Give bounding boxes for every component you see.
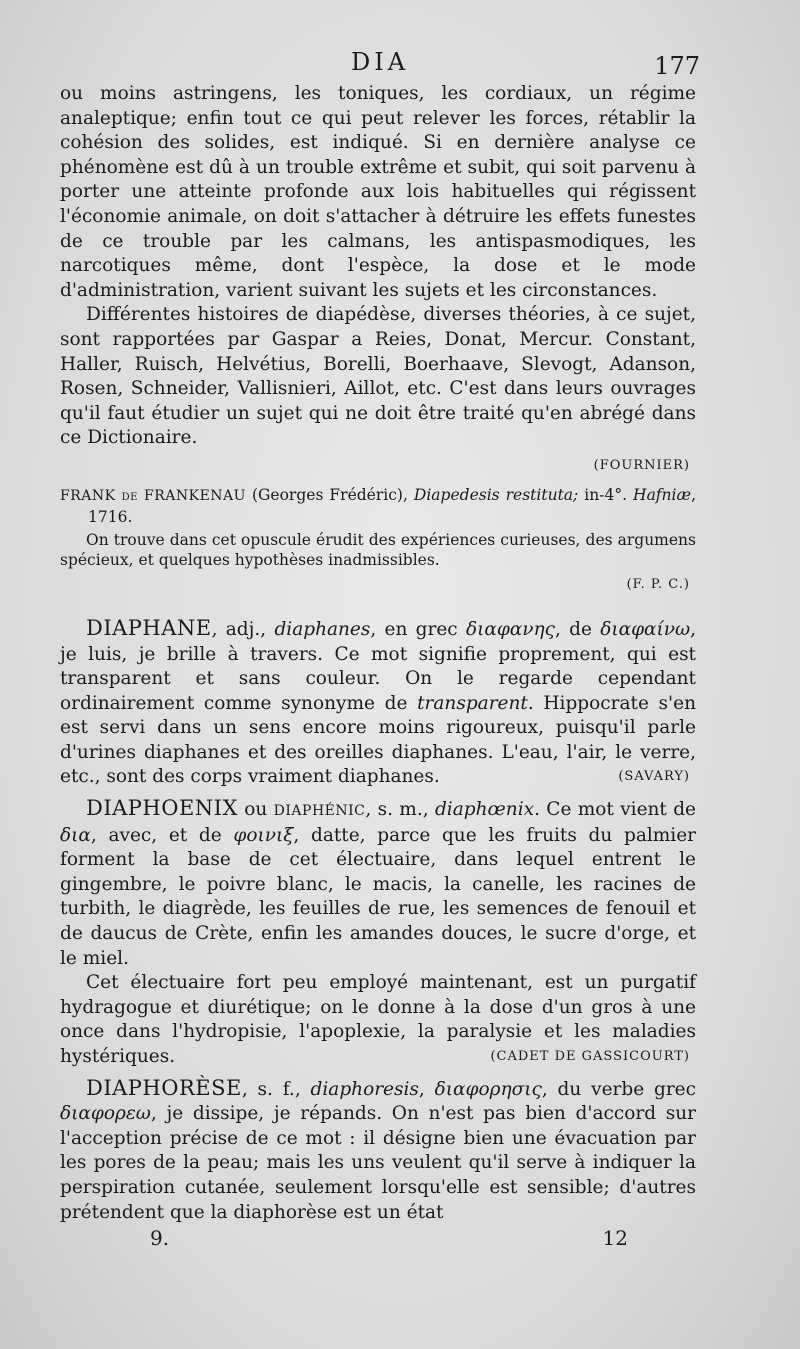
entry-text: , s. f., bbox=[241, 1078, 311, 1100]
page-body bbox=[60, 82, 696, 1225]
bibliography-format: in-4°. bbox=[578, 485, 634, 504]
entry-diaphorese bbox=[60, 1076, 696, 1226]
paragraph-continuation: ou moins astringens, les toniques, les cordiaux, un régime analeptique; enfin tout ce qui peut relever les forces, rétablir la cohésion des solides, est indiqué. Si en dernière analyse ce phénomène est dû à un trouble extrême et subit, qui soit parvenu à porter une atteinte profonde aux lois habituelles qui régissent l'économie animale, on doit s'attacher à détruire les effets funestes de ce trouble par les calmans, les antispasmodiques, les narcotiques même, dont l'espèce, la dose et le mode d'administration, varient suivant les sujets et les circonstances. bbox=[60, 83, 696, 301]
entry-spacer bbox=[60, 604, 696, 616]
entry-text: , du verbe grec bbox=[541, 1078, 696, 1100]
paragraph-electuary: Cet électuaire fort peu employé maintenant, est un purgatif hydragogue et diurétique; on le donne à la dose d'un gros à une once dans l'hydropisie, l'apoplexie, la paralysie et les maladies hystériques. bbox=[60, 972, 696, 1067]
greek-term: φοινιξ bbox=[233, 824, 294, 846]
entry-text: , datte, parce que les fruits du palmier forment la base de cet électuaire, dans lequel entrent le gingembre, le poivre blanc, le macis, la canelle, les racines de turbith, le diagrède, les feuilles de rue, les semences de fenouil et de daucus de Crète, enfin les amandes douces, le sucre d'orge, et le miel. bbox=[60, 824, 697, 969]
signature-cadet: (CADET DE GASSICOURT) bbox=[490, 1048, 690, 1064]
bibliography-place: Hafniæ bbox=[633, 485, 692, 504]
alternate-headword: DIAPHÉNIC bbox=[273, 803, 366, 820]
bibliography-entry bbox=[60, 485, 696, 528]
greek-term: διαφαίνω bbox=[600, 618, 691, 640]
headword-diaphorese: DIAPHORÈSE bbox=[86, 1075, 242, 1100]
latin-term: diaphœnix bbox=[434, 799, 535, 821]
entry-diaphane bbox=[60, 616, 696, 790]
latin-term: diaphanes bbox=[274, 618, 371, 640]
entry-text: , bbox=[418, 1078, 435, 1100]
italic-term: transparent bbox=[417, 692, 528, 714]
page-number: 177 bbox=[654, 52, 700, 80]
entry-text: , avec, et de bbox=[90, 824, 234, 846]
entry-text: , je dissipe, je répands. On n'est pas bien d'accord sur l'acception précise de ce mot : il désigne bien une évacuation par les pores de la peau; mais les uns veulent qu'il serve à indiquer la perspiration cutanée, seulement lorsqu'elle est sensible; d'autres prétendent que la diaphorèse est un état bbox=[60, 1103, 696, 1223]
headword-diaphoenix: DIAPHOENIX bbox=[86, 796, 238, 821]
entry-text: . Ce mot vient de bbox=[534, 799, 696, 821]
signature-savary: (SAVARY) bbox=[618, 769, 690, 785]
page-header bbox=[60, 46, 700, 80]
running-head: DIA bbox=[350, 48, 410, 76]
greek-term: διαφανης bbox=[465, 618, 555, 640]
bibliography-names: (Georges Frédéric), bbox=[245, 485, 414, 504]
signature-fpc: (F. P. C.) bbox=[626, 576, 690, 592]
gathering-mark: 12 bbox=[602, 1226, 628, 1250]
bibliography-title: Diapedesis restituta; bbox=[413, 485, 579, 504]
signature-mark: 9. bbox=[150, 1226, 170, 1250]
greek-term: δια bbox=[60, 824, 91, 846]
bibliography-author: FRANK de FRANKENAU bbox=[60, 487, 246, 504]
entry-text: , de bbox=[554, 618, 601, 640]
entry-text: ou bbox=[237, 799, 274, 821]
headword-diaphane: DIAPHANE bbox=[86, 615, 212, 640]
bibliography-year: , 1716. bbox=[88, 485, 696, 526]
entry-text: , s. m., bbox=[365, 799, 435, 821]
signature-fournier: (FOURNIER) bbox=[593, 457, 690, 473]
entry-text: , je luis, je brille à travers. Ce mot signifie proprement, qui est transparent et sans couleur. On le regarde cependant ordinairement comme synonyme de bbox=[60, 618, 696, 714]
greek-term: διαφορησις bbox=[434, 1078, 542, 1100]
greek-term: διαφορεω bbox=[60, 1103, 151, 1125]
bibliography-note: On trouve dans cet opuscule érudit des expériences curieuses, des argumens spécieux, et quelques hypothèses inadmissibles. bbox=[60, 530, 696, 569]
page-footer bbox=[150, 1226, 700, 1256]
latin-term: diaphoresis bbox=[310, 1078, 419, 1100]
entry-diaphoenix bbox=[60, 796, 696, 971]
entry-text: , adj., bbox=[211, 618, 275, 640]
paragraph-theories: Différentes histoires de diapédèse, diverses théories, à ce sujet, sont rapportées par Gaspar a Reies, Donat, Mercur. Constant, Haller, Ruisch, Helvétius, Borelli, Boerhaave, Slevogt, Adanson, Rosen, Schneider, Vallisnieri, Aillot, etc. C'est dans leurs ouvrages qu'il faut étudier un sujet qui ne doit être traité qu'en abrégé dans ce Dictionaire. bbox=[60, 304, 696, 449]
entry-text: . Hippocrate s'en est servi dans un sens encore moins rigoureux, puisqu'il parle d'urines diaphanes et des oreilles diaphanes. L'eau, l'air, le verre, etc., sont des corps vraiment diaphanes. bbox=[60, 692, 697, 788]
entry-text: , en grec bbox=[370, 618, 466, 640]
